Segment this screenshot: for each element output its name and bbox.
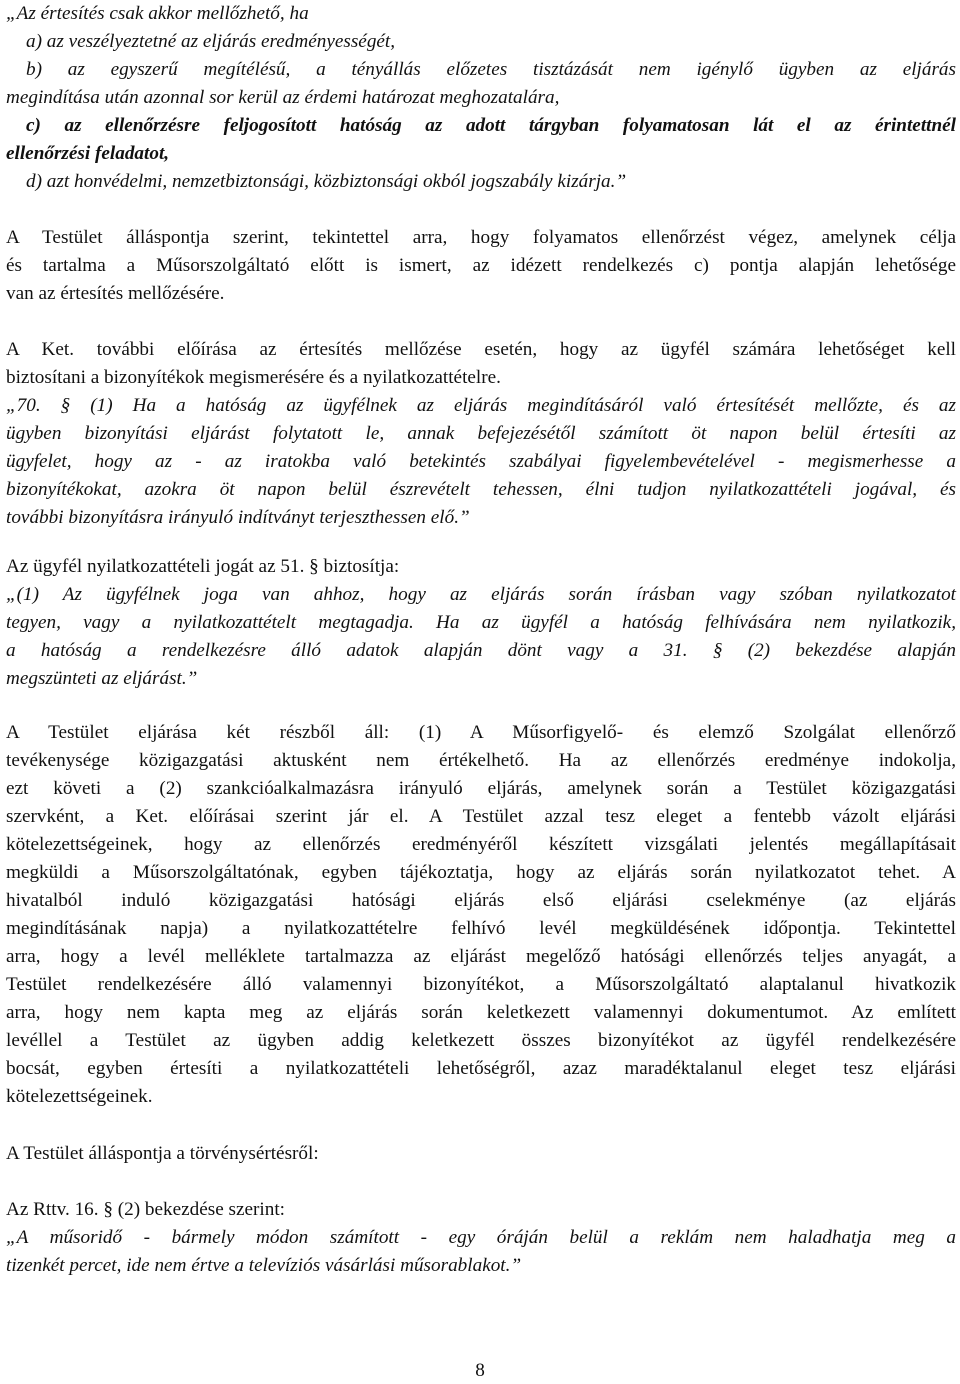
quote-line: bizonyítékokat, azokra öt napon belül észrevételt tehessen, élni tudjon nyilatkozattételi jogával, és [6, 479, 956, 500]
quote-line: „(1) Az ügyfélnek joga van ahhoz, hogy az eljárás során írásban vagy szóban nyilatkozatot [6, 584, 956, 605]
paragraph-line: A Ket. további előírása az értesítés mellőzése esetén, hogy az ügyfél számára lehetőséget kell [6, 339, 956, 360]
quote-item-b-line-1: b) az egyszerű megítélésű, a tényállás előzetes tisztázását nem igénylő ügyben az eljárás [26, 59, 956, 80]
quote-line: „A műsoridő - bármely módon számított - egy óráján belül a reklám nem haladhatja meg a [6, 1227, 956, 1248]
paragraph-line: van az értesítés mellőzésére. [6, 283, 225, 304]
paragraph-line: megindításának napja) a nyilatkozattételre felhívó levél megküldésének időpontja. Tekintettel [6, 918, 956, 939]
paragraph-line: szervként, a Ket. előírásai szerint jár el. A Testület azzal tesz eleget a fentebb vázolt eljárási [6, 806, 956, 827]
paragraph-line: Testület rendelkezésére álló valamennyi bizonyítékot, a Műsorszolgáltató alaptalanul hivatkozik [6, 974, 956, 995]
quote-item-a: a) az veszélyeztetné az eljárás eredményességét, [26, 31, 396, 52]
paragraph-line: arra, hogy nem kapta meg az eljárás során keletkezett valamennyi dokumentumot. Az említett [6, 1002, 956, 1023]
quote-line: további bizonyításra irányuló indítványt terjeszthessen elő.” [6, 507, 470, 528]
page-number: 8 [475, 1360, 485, 1381]
paragraph-line: biztosítani a bizonyítékok megismerésére és a nyilatkozattételre. [6, 367, 501, 388]
paragraph-line: tevékenysége közigazgatási aktusként nem értékelhető. Ha az ellenőrzés eredménye indokolja, [6, 750, 956, 771]
paragraph-line: Az ügyfél nyilatkozattételi jogát az 51. § biztosítja: [6, 556, 400, 577]
paragraph-line: Az Rttv. 16. § (2) bekezdése szerint: [6, 1199, 286, 1220]
paragraph-line: ezt követi a (2) szankcióalkalmazásra irányuló eljárás, amelynek során a Testület közigazgatási [6, 778, 956, 799]
quote-item-c-line-1: c) az ellenőrzésre feljogosított hatóság az adott tárgyban folyamatosan lát el az érintettnél [26, 115, 956, 136]
section-heading: A Testület álláspontja a törvénysértésről: [6, 1143, 319, 1164]
paragraph-line: hivatalból induló közigazgatási hatósági eljárás első eljárási cselekménye (az eljárás [6, 890, 956, 911]
quote-item-d: d) azt honvédelmi, nemzetbiztonsági, közbiztonsági okból jogszabály kizárja.” [26, 171, 627, 192]
quote-line: tegyen, vagy a nyilatkozattételt megtagadja. Ha az ügyfél a hatóság felhívására nem nyilatkozik, [6, 612, 956, 633]
paragraph-line: és tartalma a Műsorszolgáltató előtt is ismert, az idézett rendelkezés c) pontja alapján lehetősége [6, 255, 956, 276]
quote-item-b-line-2: megindítása után azonnal sor kerül az érdemi határozat meghozatalára, [6, 87, 560, 108]
paragraph-line: A Testület eljárása két részből áll: (1) A Műsorfigyelő- és elemző Szolgálat ellenőrző [6, 722, 956, 743]
paragraph-line: levéllel a Testület az ügyben addig keletkezett összes bizonyítékot az ügyfél rendelkezésére [6, 1030, 956, 1051]
paragraph-line: megküldi a Műsorszolgáltatónak, egyben tájékoztatja, hogy az eljárás során nyilatkozatot tehet. A [6, 862, 956, 883]
quote-opening-line: „Az értesítés csak akkor mellőzhető, ha [6, 3, 309, 24]
quote-line: a hatóság a rendelkezésre álló adatok alapján dönt vagy a 31. § (2) bekezdése alapján [6, 640, 956, 661]
paragraph-line: kötelezettségeinek. [6, 1086, 153, 1107]
paragraph-line: A Testület álláspontja szerint, tekintettel arra, hogy folyamatos ellenőrzést végez, amelynek célja [6, 227, 956, 248]
quote-line: ügyfelet, hogy az - az iratokba való betekintés szabályai figyelembevételével - megismerhesse a [6, 451, 956, 472]
quote-line: „70. § (1) Ha a hatóság az ügyfélnek az eljárás megindításáról való értesítését mellőzte, és az [6, 395, 956, 416]
paragraph-line: bocsát, egyben értesíti a nyilatkozattételi lehetőségről, azaz maradéktalanul eleget tesz eljárási [6, 1058, 956, 1079]
paragraph-line: kötelezettségeinek, hogy az ellenőrzés eredményéről készített vizsgálati jelentés megállapításait [6, 834, 956, 855]
paragraph-line: arra, hogy a levél melléklete tartalmazza az eljárást megelőző hatósági ellenőrzés teljes anyagát, a [6, 946, 956, 967]
quote-line: ügyben bizonyítási eljárást folytatott le, annak befejezésétől számított öt napon belül értesíti az [6, 423, 956, 444]
quote-line: tizenkét percet, ide nem értve a televíziós vásárlási műsorablakot.” [6, 1255, 522, 1276]
quote-line: megszünteti az eljárást.” [6, 668, 198, 689]
quote-item-c-line-2: ellenőrzési feladatot, [6, 143, 170, 164]
